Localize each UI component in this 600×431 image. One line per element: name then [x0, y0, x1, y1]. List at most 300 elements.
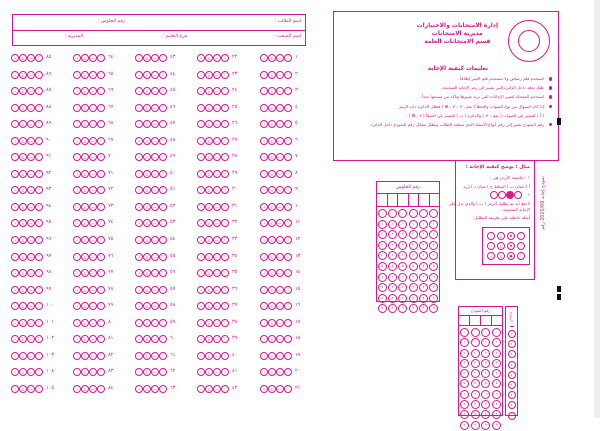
- model-digit-bubble[interactable]: ٦: [492, 390, 501, 399]
- answer-bubble-4[interactable]: د: [135, 170, 143, 178]
- answer-bubble-4[interactable]: د: [73, 54, 81, 62]
- answer-bubble-1[interactable]: أ: [159, 153, 167, 161]
- answer-bubble-2[interactable]: ب: [276, 286, 284, 294]
- answer-bubble-4[interactable]: د: [260, 54, 268, 62]
- answer-bubble-1[interactable]: أ: [97, 203, 105, 211]
- seat-cell[interactable]: [377, 194, 387, 206]
- answer-bubble-2[interactable]: ب: [213, 71, 221, 79]
- answer-bubble-2[interactable]: ب: [276, 253, 284, 261]
- answer-bubble-1[interactable]: أ: [221, 137, 229, 145]
- answer-bubble-2[interactable]: ب: [276, 319, 284, 327]
- answer-bubble-1[interactable]: أ: [221, 286, 229, 294]
- answer-bubble-4[interactable]: د: [260, 368, 268, 376]
- answer-bubble-3[interactable]: ج: [81, 253, 89, 261]
- answer-bubble-3[interactable]: ج: [19, 385, 27, 393]
- answer-bubble-1[interactable]: أ: [159, 186, 167, 194]
- seat-digit-bubble[interactable]: ٧: [409, 283, 418, 292]
- model-digit-bubble[interactable]: ٤: [492, 369, 501, 378]
- answer-bubble-1[interactable]: أ: [97, 71, 105, 79]
- answer-bubble-1[interactable]: أ: [35, 153, 43, 161]
- answer-bubble-2[interactable]: ب: [151, 186, 159, 194]
- answer-bubble-3[interactable]: ج: [205, 54, 213, 62]
- answer-bubble-2[interactable]: ب: [276, 71, 284, 79]
- model-digit-bubble[interactable]: ٠: [460, 328, 469, 337]
- answer-bubble-2[interactable]: ب: [151, 335, 159, 343]
- answer-bubble-3[interactable]: ج: [268, 104, 276, 112]
- answer-bubble-4[interactable]: د: [197, 286, 205, 294]
- seat-digit-bubble[interactable]: ٠: [398, 209, 407, 218]
- answer-bubble-4[interactable]: د: [73, 87, 81, 95]
- answer-bubble-1[interactable]: أ: [221, 253, 229, 261]
- answer-bubble-1[interactable]: أ: [159, 269, 167, 277]
- answer-bubble-1[interactable]: أ: [97, 186, 105, 194]
- seat-digit-bubble[interactable]: ٨: [419, 294, 428, 303]
- answer-bubble-2[interactable]: ب: [27, 335, 35, 343]
- answer-bubble-3[interactable]: ج: [81, 104, 89, 112]
- answer-bubble-1[interactable]: أ: [35, 87, 43, 95]
- answer-bubble-3[interactable]: ج: [205, 203, 213, 211]
- answer-bubble-3[interactable]: ج: [19, 302, 27, 310]
- answer-bubble-4[interactable]: د: [11, 269, 19, 277]
- answer-bubble-4[interactable]: د: [197, 253, 205, 261]
- answer-bubble-2[interactable]: ب: [276, 186, 284, 194]
- answer-bubble-1[interactable]: أ: [221, 319, 229, 327]
- model-cell[interactable]: [469, 316, 480, 325]
- answer-bubble-2[interactable]: ب: [27, 71, 35, 79]
- answer-bubble-1[interactable]: أ: [221, 186, 229, 194]
- answer-bubble-2[interactable]: ب: [276, 219, 284, 227]
- answer-bubble-4[interactable]: د: [73, 253, 81, 261]
- seat-digit-bubble[interactable]: ٩: [398, 304, 407, 313]
- model-digit-bubble[interactable]: ٤: [471, 369, 480, 378]
- answer-bubble-1[interactable]: أ: [35, 236, 43, 244]
- answer-bubble-4[interactable]: د: [11, 186, 19, 194]
- answer-bubble-4[interactable]: د: [260, 219, 268, 227]
- answer-bubble-3[interactable]: ج: [205, 120, 213, 128]
- answer-bubble-3[interactable]: ج: [143, 203, 151, 211]
- answer-bubble-2[interactable]: ب: [213, 203, 221, 211]
- answer-bubble-3[interactable]: ج: [19, 335, 27, 343]
- answer-bubble-2[interactable]: ب: [151, 137, 159, 145]
- answer-bubble-4[interactable]: د: [260, 170, 268, 178]
- answer-bubble-1[interactable]: أ: [221, 120, 229, 128]
- seat-digit-bubble[interactable]: ٥: [409, 262, 418, 271]
- answer-bubble-2[interactable]: ب: [89, 302, 97, 310]
- answer-bubble-1[interactable]: أ: [159, 219, 167, 227]
- answer-bubble-3[interactable]: ج: [19, 137, 27, 145]
- answer-bubble-1[interactable]: أ: [35, 352, 43, 360]
- answer-bubble-1[interactable]: أ: [221, 335, 229, 343]
- answer-bubble-1[interactable]: أ: [221, 385, 229, 393]
- model-digit-bubble[interactable]: ٩: [471, 421, 480, 430]
- answer-bubble-4[interactable]: د: [135, 186, 143, 194]
- answer-bubble-1[interactable]: أ: [284, 120, 292, 128]
- answer-bubble-4[interactable]: د: [73, 269, 81, 277]
- answer-bubble-3[interactable]: ج: [143, 87, 151, 95]
- answer-bubble-3[interactable]: ج: [205, 335, 213, 343]
- seat-digit-bubble[interactable]: ٣: [409, 241, 418, 250]
- answer-bubble-1[interactable]: أ: [284, 302, 292, 310]
- answer-bubble-3[interactable]: ج: [143, 71, 151, 79]
- answer-bubble-4[interactable]: د: [11, 385, 19, 393]
- model-digit-bubble[interactable]: ٥: [481, 379, 490, 388]
- answer-bubble-2[interactable]: ب: [27, 87, 35, 95]
- model-digit-bubble[interactable]: ٩: [460, 421, 469, 430]
- answer-bubble-3[interactable]: ج: [205, 286, 213, 294]
- seat-digit-bubble[interactable]: ١: [378, 220, 387, 229]
- answer-bubble-2[interactable]: ب: [213, 186, 221, 194]
- answer-bubble-2[interactable]: ب: [213, 253, 221, 261]
- model-digit-bubble[interactable]: ١: [471, 338, 480, 347]
- model-digit-bubble[interactable]: ٢: [492, 349, 501, 358]
- answer-bubble-4[interactable]: د: [197, 236, 205, 244]
- form-digit-bubble[interactable]: ٩: [508, 412, 516, 420]
- answer-bubble-4[interactable]: د: [135, 153, 143, 161]
- answer-bubble-1[interactable]: أ: [221, 153, 229, 161]
- answer-bubble-1[interactable]: أ: [97, 137, 105, 145]
- answer-bubble-4[interactable]: د: [197, 203, 205, 211]
- seat-digit-bubble[interactable]: ٤: [388, 251, 397, 260]
- answer-bubble-2[interactable]: ب: [213, 286, 221, 294]
- seat-digit-bubble[interactable]: ١: [419, 220, 428, 229]
- answer-bubble-4[interactable]: د: [73, 104, 81, 112]
- answer-bubble-1[interactable]: أ: [97, 253, 105, 261]
- answer-bubble-1[interactable]: أ: [97, 335, 105, 343]
- answer-bubble-1[interactable]: أ: [35, 71, 43, 79]
- answer-bubble-3[interactable]: ج: [19, 54, 27, 62]
- answer-bubble-2[interactable]: ب: [213, 269, 221, 277]
- answer-bubble-1[interactable]: أ: [35, 368, 43, 376]
- answer-bubble-4[interactable]: د: [73, 137, 81, 145]
- answer-bubble-2[interactable]: ب: [276, 203, 284, 211]
- answer-bubble-4[interactable]: د: [260, 87, 268, 95]
- model-digit-bubble[interactable]: ١: [460, 338, 469, 347]
- answer-bubble-4[interactable]: د: [11, 153, 19, 161]
- answer-bubble-3[interactable]: ج: [19, 269, 27, 277]
- model-digit-bubble[interactable]: ٥: [471, 379, 480, 388]
- answer-bubble-4[interactable]: د: [197, 87, 205, 95]
- answer-bubble-1[interactable]: أ: [284, 104, 292, 112]
- answer-bubble-3[interactable]: ج: [268, 236, 276, 244]
- answer-bubble-1[interactable]: أ: [159, 87, 167, 95]
- seat-digit-bubble[interactable]: ٢: [429, 230, 438, 239]
- answer-bubble-1[interactable]: أ: [221, 203, 229, 211]
- seat-digit-bubble[interactable]: ٤: [398, 251, 407, 260]
- answer-bubble-3[interactable]: ج: [19, 236, 27, 244]
- answer-bubble-3[interactable]: ج: [143, 302, 151, 310]
- answer-bubble-4[interactable]: د: [260, 352, 268, 360]
- answer-bubble-3[interactable]: ج: [81, 170, 89, 178]
- model-digit-bubble[interactable]: ١: [481, 338, 490, 347]
- answer-bubble-2[interactable]: ب: [89, 170, 97, 178]
- answer-bubble-3[interactable]: ج: [205, 219, 213, 227]
- answer-bubble-3[interactable]: ج: [205, 170, 213, 178]
- seat-digit-bubble[interactable]: ٣: [378, 241, 387, 250]
- answer-bubble-1[interactable]: أ: [97, 319, 105, 327]
- answer-bubble-4[interactable]: د: [73, 186, 81, 194]
- answer-bubble-4[interactable]: د: [197, 319, 205, 327]
- answer-bubble-4[interactable]: د: [135, 253, 143, 261]
- answer-bubble-1[interactable]: أ: [97, 236, 105, 244]
- answer-bubble-2[interactable]: ب: [151, 153, 159, 161]
- answer-bubble-1[interactable]: أ: [159, 120, 167, 128]
- answer-bubble-2[interactable]: ب: [276, 120, 284, 128]
- answer-bubble-3[interactable]: ج: [81, 302, 89, 310]
- answer-bubble-3[interactable]: ج: [143, 186, 151, 194]
- seat-cell[interactable]: [429, 194, 440, 206]
- answer-bubble-4[interactable]: د: [135, 203, 143, 211]
- answer-bubble-2[interactable]: ب: [89, 54, 97, 62]
- answer-bubble-2[interactable]: ب: [27, 302, 35, 310]
- answer-bubble-4[interactable]: د: [135, 269, 143, 277]
- seat-digit-bubble[interactable]: ٣: [419, 241, 428, 250]
- model-digit-bubble[interactable]: ٦: [460, 390, 469, 399]
- answer-bubble-3[interactable]: ج: [268, 269, 276, 277]
- answer-bubble-3[interactable]: ج: [268, 385, 276, 393]
- answer-bubble-3[interactable]: ج: [81, 87, 89, 95]
- answer-bubble-4[interactable]: د: [73, 203, 81, 211]
- answer-bubble-2[interactable]: ب: [89, 269, 97, 277]
- answer-bubble-2[interactable]: ب: [27, 137, 35, 145]
- answer-bubble-1[interactable]: أ: [221, 87, 229, 95]
- answer-bubble-3[interactable]: ج: [143, 120, 151, 128]
- answer-bubble-2[interactable]: ب: [151, 104, 159, 112]
- answer-bubble-1[interactable]: أ: [221, 368, 229, 376]
- model-digit-bubble[interactable]: ٧: [481, 400, 490, 409]
- answer-bubble-4[interactable]: د: [197, 104, 205, 112]
- answer-bubble-2[interactable]: ب: [213, 302, 221, 310]
- answer-bubble-1[interactable]: أ: [284, 368, 292, 376]
- answer-bubble-4[interactable]: د: [135, 286, 143, 294]
- answer-bubble-3[interactable]: ج: [205, 352, 213, 360]
- seat-digit-bubble[interactable]: ٣: [388, 241, 397, 250]
- seat-digit-bubble[interactable]: ٨: [388, 294, 397, 303]
- answer-bubble-2[interactable]: ب: [27, 236, 35, 244]
- answer-bubble-2[interactable]: ب: [89, 120, 97, 128]
- answer-bubble-3[interactable]: ج: [19, 87, 27, 95]
- answer-bubble-1[interactable]: أ: [284, 153, 292, 161]
- answer-bubble-1[interactable]: أ: [284, 170, 292, 178]
- answer-bubble-4[interactable]: د: [135, 137, 143, 145]
- answer-bubble-1[interactable]: أ: [221, 302, 229, 310]
- answer-bubble-4[interactable]: د: [11, 87, 19, 95]
- answer-bubble-3[interactable]: ج: [81, 54, 89, 62]
- answer-bubble-1[interactable]: أ: [284, 71, 292, 79]
- answer-bubble-3[interactable]: ج: [81, 153, 89, 161]
- answer-bubble-2[interactable]: ب: [213, 120, 221, 128]
- answer-bubble-2[interactable]: ب: [151, 302, 159, 310]
- answer-bubble-1[interactable]: أ: [97, 219, 105, 227]
- answer-bubble-2[interactable]: ب: [151, 203, 159, 211]
- answer-bubble-3[interactable]: ج: [19, 352, 27, 360]
- answer-bubble-2[interactable]: ب: [89, 286, 97, 294]
- answer-bubble-2[interactable]: ب: [89, 104, 97, 112]
- seat-cell[interactable]: [397, 194, 408, 206]
- seat-digit-bubble[interactable]: ٨: [429, 294, 438, 303]
- model-digit-bubble[interactable]: ٣: [481, 359, 490, 368]
- model-digit-bubble[interactable]: ٨: [481, 410, 490, 419]
- answer-bubble-4[interactable]: د: [73, 319, 81, 327]
- answer-bubble-3[interactable]: ج: [143, 104, 151, 112]
- seat-digit-bubble[interactable]: ٩: [409, 304, 418, 313]
- answer-bubble-4[interactable]: د: [135, 368, 143, 376]
- answer-bubble-2[interactable]: ب: [276, 368, 284, 376]
- answer-bubble-1[interactable]: أ: [97, 104, 105, 112]
- seat-digit-bubble[interactable]: ١: [429, 220, 438, 229]
- answer-bubble-3[interactable]: ج: [143, 153, 151, 161]
- model-digit-bubble[interactable]: ٨: [492, 410, 501, 419]
- answer-bubble-1[interactable]: أ: [159, 368, 167, 376]
- seat-digit-bubble[interactable]: ١: [388, 220, 397, 229]
- answer-bubble-4[interactable]: د: [260, 319, 268, 327]
- model-digit-bubble[interactable]: ٧: [492, 400, 501, 409]
- answer-bubble-3[interactable]: ج: [81, 352, 89, 360]
- answer-bubble-4[interactable]: د: [135, 219, 143, 227]
- form-digit-bubble[interactable]: ٥: [508, 371, 516, 379]
- answer-bubble-3[interactable]: ج: [268, 54, 276, 62]
- answer-bubble-4[interactable]: د: [11, 120, 19, 128]
- answer-bubble-4[interactable]: د: [73, 368, 81, 376]
- answer-bubble-4[interactable]: د: [135, 352, 143, 360]
- answer-bubble-2[interactable]: ب: [151, 385, 159, 393]
- answer-bubble-4[interactable]: د: [135, 120, 143, 128]
- answer-bubble-3[interactable]: ج: [19, 368, 27, 376]
- answer-bubble-1[interactable]: أ: [284, 335, 292, 343]
- answer-bubble-1[interactable]: أ: [97, 170, 105, 178]
- answer-bubble-1[interactable]: أ: [284, 219, 292, 227]
- answer-bubble-1[interactable]: أ: [284, 352, 292, 360]
- answer-bubble-2[interactable]: ب: [27, 153, 35, 161]
- answer-bubble-2[interactable]: ب: [151, 319, 159, 327]
- answer-bubble-3[interactable]: ج: [81, 137, 89, 145]
- answer-bubble-1[interactable]: أ: [159, 253, 167, 261]
- answer-bubble-3[interactable]: ج: [268, 319, 276, 327]
- answer-bubble-3[interactable]: ج: [205, 87, 213, 95]
- answer-bubble-1[interactable]: أ: [35, 335, 43, 343]
- answer-bubble-4[interactable]: د: [11, 170, 19, 178]
- answer-bubble-1[interactable]: أ: [221, 170, 229, 178]
- answer-bubble-1[interactable]: أ: [97, 352, 105, 360]
- answer-bubble-2[interactable]: ب: [276, 302, 284, 310]
- answer-bubble-3[interactable]: ج: [81, 186, 89, 194]
- answer-bubble-1[interactable]: أ: [97, 87, 105, 95]
- form-digit-bubble[interactable]: ٢: [508, 340, 516, 348]
- answer-bubble-4[interactable]: د: [73, 385, 81, 393]
- answer-bubble-3[interactable]: ج: [268, 302, 276, 310]
- answer-bubble-3[interactable]: ج: [81, 335, 89, 343]
- answer-bubble-2[interactable]: ب: [89, 87, 97, 95]
- answer-bubble-4[interactable]: د: [11, 368, 19, 376]
- seat-digit-bubble[interactable]: ٥: [378, 262, 387, 271]
- answer-bubble-4[interactable]: د: [11, 352, 19, 360]
- model-digit-bubble[interactable]: ٩: [481, 421, 490, 430]
- answer-bubble-1[interactable]: أ: [284, 319, 292, 327]
- answer-bubble-3[interactable]: ج: [19, 203, 27, 211]
- answer-bubble-4[interactable]: د: [11, 203, 19, 211]
- answer-bubble-4[interactable]: د: [11, 219, 19, 227]
- answer-bubble-1[interactable]: أ: [159, 352, 167, 360]
- answer-bubble-3[interactable]: ج: [268, 71, 276, 79]
- answer-bubble-3[interactable]: ج: [205, 385, 213, 393]
- answer-bubble-3[interactable]: ج: [81, 385, 89, 393]
- model-digit-bubble[interactable]: ٥: [492, 379, 501, 388]
- answer-bubble-3[interactable]: ج: [143, 170, 151, 178]
- answer-bubble-4[interactable]: د: [11, 302, 19, 310]
- answer-bubble-2[interactable]: ب: [89, 71, 97, 79]
- answer-bubble-2[interactable]: ب: [89, 385, 97, 393]
- answer-bubble-4[interactable]: د: [260, 120, 268, 128]
- answer-bubble-2[interactable]: ب: [89, 219, 97, 227]
- answer-bubble-3[interactable]: ج: [268, 352, 276, 360]
- answer-bubble-3[interactable]: ج: [205, 153, 213, 161]
- answer-bubble-1[interactable]: أ: [159, 335, 167, 343]
- answer-bubble-3[interactable]: ج: [19, 120, 27, 128]
- answer-bubble-4[interactable]: د: [73, 120, 81, 128]
- answer-bubble-3[interactable]: ج: [268, 253, 276, 261]
- answer-bubble-2[interactable]: ب: [27, 54, 35, 62]
- answer-bubble-4[interactable]: د: [73, 335, 81, 343]
- answer-bubble-4[interactable]: د: [135, 87, 143, 95]
- answer-bubble-3[interactable]: ج: [143, 385, 151, 393]
- form-digit-bubble[interactable]: ٧: [508, 391, 516, 399]
- answer-bubble-2[interactable]: ب: [151, 352, 159, 360]
- answer-bubble-2[interactable]: ب: [151, 170, 159, 178]
- answer-bubble-3[interactable]: ج: [268, 219, 276, 227]
- answer-bubble-1[interactable]: أ: [35, 137, 43, 145]
- answer-bubble-1[interactable]: أ: [97, 286, 105, 294]
- answer-bubble-3[interactable]: ج: [268, 186, 276, 194]
- model-digit-bubble[interactable]: ٤: [460, 369, 469, 378]
- seat-digit-bubble[interactable]: ٦: [419, 273, 428, 282]
- answer-bubble-3[interactable]: ج: [19, 186, 27, 194]
- answer-bubble-1[interactable]: أ: [284, 269, 292, 277]
- answer-bubble-2[interactable]: ب: [27, 219, 35, 227]
- model-digit-bubble[interactable]: ٠: [492, 328, 501, 337]
- seat-digit-bubble[interactable]: ٥: [398, 262, 407, 271]
- answer-bubble-2[interactable]: ب: [151, 368, 159, 376]
- answer-bubble-3[interactable]: ج: [19, 71, 27, 79]
- model-digit-bubble[interactable]: ٧: [471, 400, 480, 409]
- seat-digit-bubble[interactable]: ٩: [388, 304, 397, 313]
- answer-bubble-4[interactable]: د: [260, 137, 268, 145]
- form-digit-bubble[interactable]: ٨: [508, 401, 516, 409]
- answer-bubble-1[interactable]: أ: [221, 352, 229, 360]
- answer-bubble-3[interactable]: ج: [81, 219, 89, 227]
- answer-bubble-1[interactable]: أ: [284, 54, 292, 62]
- answer-bubble-3[interactable]: ج: [268, 286, 276, 294]
- answer-bubble-1[interactable]: أ: [35, 219, 43, 227]
- answer-bubble-4[interactable]: د: [11, 335, 19, 343]
- model-cell[interactable]: [459, 316, 469, 325]
- answer-bubble-4[interactable]: د: [73, 219, 81, 227]
- seat-digit-bubble[interactable]: ٧: [419, 283, 428, 292]
- answer-bubble-3[interactable]: ج: [81, 203, 89, 211]
- answer-bubble-3[interactable]: ج: [205, 319, 213, 327]
- answer-bubble-2[interactable]: ب: [151, 286, 159, 294]
- answer-bubble-3[interactable]: ج: [205, 269, 213, 277]
- seat-digit-bubble[interactable]: ٦: [388, 273, 397, 282]
- answer-bubble-2[interactable]: ب: [89, 236, 97, 244]
- answer-bubble-3[interactable]: ج: [205, 368, 213, 376]
- answer-bubble-4[interactable]: د: [11, 253, 19, 261]
- answer-bubble-2[interactable]: ب: [27, 253, 35, 261]
- answer-bubble-1[interactable]: أ: [35, 302, 43, 310]
- answer-bubble-2[interactable]: ب: [276, 269, 284, 277]
- answer-bubble-1[interactable]: أ: [35, 269, 43, 277]
- answer-bubble-4[interactable]: د: [197, 153, 205, 161]
- seat-digit-bubble[interactable]: ٦: [409, 273, 418, 282]
- answer-bubble-2[interactable]: ب: [151, 236, 159, 244]
